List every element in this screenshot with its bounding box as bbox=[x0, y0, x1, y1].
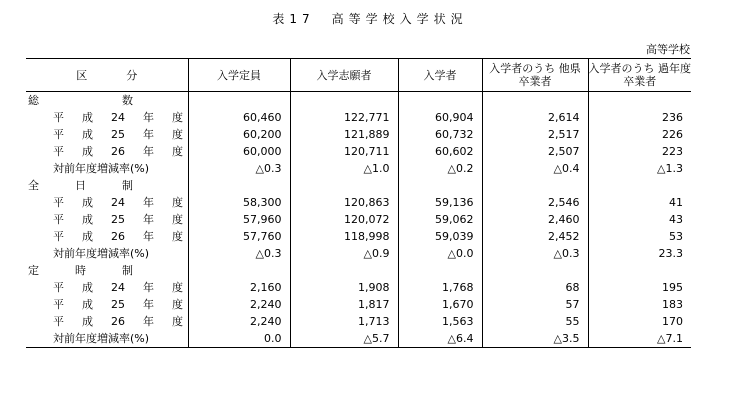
value-cell: △3.5 bbox=[482, 330, 588, 348]
empty-cell bbox=[398, 92, 482, 110]
label-char: 全 bbox=[28, 179, 39, 192]
table-row bbox=[26, 313, 691, 330]
row-label bbox=[26, 313, 188, 330]
label-char: 度 bbox=[172, 196, 183, 209]
table-row bbox=[26, 296, 691, 313]
value-cell: 1,908 bbox=[290, 279, 398, 296]
value-cell: 55 bbox=[482, 313, 588, 330]
value-cell: 118,998 bbox=[290, 228, 398, 245]
label-char: 定 bbox=[28, 264, 39, 277]
value-cell: 1,713 bbox=[290, 313, 398, 330]
empty-cell bbox=[482, 262, 588, 279]
row-label-chars bbox=[26, 212, 183, 227]
value-cell: 2,507 bbox=[482, 143, 588, 160]
value-cell: 2,614 bbox=[482, 109, 588, 126]
value-cell: 2,240 bbox=[188, 313, 290, 330]
label-char: 平 bbox=[53, 111, 64, 124]
label-char: 平 bbox=[53, 298, 64, 311]
row-label-chars bbox=[26, 110, 183, 125]
row-label-chars bbox=[26, 314, 183, 329]
label-char: 年 bbox=[143, 230, 154, 243]
section-label bbox=[26, 177, 188, 194]
row-label-chars bbox=[26, 127, 183, 142]
table-row bbox=[26, 279, 691, 296]
value-cell: 183 bbox=[588, 296, 691, 313]
section-header-row bbox=[26, 262, 691, 279]
value-cell: △0.3 bbox=[482, 245, 588, 262]
label-char: 度 bbox=[172, 315, 183, 328]
value-cell: 1,768 bbox=[398, 279, 482, 296]
value-cell: △5.7 bbox=[290, 330, 398, 348]
row-label bbox=[26, 143, 188, 160]
change-rate-label: 対前年度増減率(%) bbox=[53, 162, 150, 175]
row-label bbox=[26, 245, 188, 262]
value-cell: 1,670 bbox=[398, 296, 482, 313]
label-char: 年 bbox=[143, 128, 154, 141]
table-header-row bbox=[26, 59, 691, 92]
value-cell: 57,760 bbox=[188, 228, 290, 245]
label-char: 年 bbox=[143, 196, 154, 209]
table-row bbox=[26, 330, 691, 348]
row-label-chars bbox=[26, 144, 183, 159]
empty-cell bbox=[588, 92, 691, 110]
value-cell: 2,160 bbox=[188, 279, 290, 296]
value-cell: 53 bbox=[588, 228, 691, 245]
label-char: 26 bbox=[111, 145, 125, 158]
value-cell: △0.4 bbox=[482, 160, 588, 177]
header-past-graduates: 入学者のうち 過年度卒業者 bbox=[588, 59, 691, 92]
label-char: 26 bbox=[111, 315, 125, 328]
value-cell: 2,546 bbox=[482, 194, 588, 211]
label-char: 25 bbox=[111, 213, 125, 226]
label-char: 25 bbox=[111, 298, 125, 311]
label-char: 成 bbox=[82, 196, 93, 209]
label-char: 年 bbox=[143, 298, 154, 311]
empty-cell bbox=[188, 92, 290, 110]
section-label bbox=[26, 262, 188, 279]
row-label bbox=[26, 211, 188, 228]
label-char: 年 bbox=[143, 145, 154, 158]
row-label bbox=[26, 296, 188, 313]
empty-cell bbox=[290, 177, 398, 194]
label-char: 制 bbox=[122, 179, 133, 192]
value-cell: 68 bbox=[482, 279, 588, 296]
row-label bbox=[26, 109, 188, 126]
unit-label: 高等学校 bbox=[646, 43, 690, 56]
header-other-prefecture: 入学者のうち 他県 卒業者 bbox=[482, 59, 588, 92]
change-rate-label: 対前年度増減率(%) bbox=[53, 247, 150, 260]
header-enrolled: 入学者 bbox=[398, 59, 482, 92]
label-char: 度 bbox=[172, 128, 183, 141]
section-header-row bbox=[26, 177, 691, 194]
value-cell: 60,732 bbox=[398, 126, 482, 143]
table-row bbox=[26, 211, 691, 228]
header-applicants: 入学志願者 bbox=[290, 59, 398, 92]
label-char: 成 bbox=[82, 111, 93, 124]
empty-cell bbox=[398, 177, 482, 194]
row-label-chars bbox=[26, 178, 133, 193]
value-cell: 59,039 bbox=[398, 228, 482, 245]
value-cell: 0.0 bbox=[188, 330, 290, 348]
label-char: 平 bbox=[53, 213, 64, 226]
label-char: 成 bbox=[82, 230, 93, 243]
row-label-chars bbox=[26, 229, 183, 244]
value-cell: 120,711 bbox=[290, 143, 398, 160]
value-cell: △0.3 bbox=[188, 245, 290, 262]
row-label-chars bbox=[26, 263, 133, 278]
value-cell: 58,300 bbox=[188, 194, 290, 211]
label-char: 数 bbox=[122, 94, 133, 107]
value-cell: △1.0 bbox=[290, 160, 398, 177]
header-category: 区 分 bbox=[26, 59, 188, 92]
label-char: 度 bbox=[172, 298, 183, 311]
label-char: 平 bbox=[53, 128, 64, 141]
table-row bbox=[26, 194, 691, 211]
label-char: 年 bbox=[143, 111, 154, 124]
header-capacity: 入学定員 bbox=[188, 59, 290, 92]
row-label bbox=[26, 194, 188, 211]
table-row bbox=[26, 143, 691, 160]
label-char: 時 bbox=[75, 264, 86, 277]
value-cell: 41 bbox=[588, 194, 691, 211]
change-rate-label: 対前年度増減率(%) bbox=[53, 332, 150, 345]
value-cell: 60,460 bbox=[188, 109, 290, 126]
value-cell: △0.9 bbox=[290, 245, 398, 262]
admission-table bbox=[26, 58, 691, 348]
label-char: 度 bbox=[172, 281, 183, 294]
value-cell: 226 bbox=[588, 126, 691, 143]
row-label bbox=[26, 330, 188, 348]
label-char: 24 bbox=[111, 281, 125, 294]
section-label bbox=[26, 92, 188, 110]
row-label-chars bbox=[26, 93, 133, 108]
value-cell: 2,460 bbox=[482, 211, 588, 228]
row-label bbox=[26, 279, 188, 296]
label-char: 平 bbox=[53, 196, 64, 209]
row-label bbox=[26, 126, 188, 143]
value-cell: 60,602 bbox=[398, 143, 482, 160]
label-char: 総 bbox=[28, 94, 39, 107]
label-char: 25 bbox=[111, 128, 125, 141]
label-char: 成 bbox=[82, 315, 93, 328]
value-cell: △0.3 bbox=[188, 160, 290, 177]
label-char: 平 bbox=[53, 145, 64, 158]
row-label bbox=[26, 228, 188, 245]
value-cell: 121,889 bbox=[290, 126, 398, 143]
empty-cell bbox=[398, 262, 482, 279]
label-char: 度 bbox=[172, 230, 183, 243]
empty-cell bbox=[188, 262, 290, 279]
value-cell: 60,000 bbox=[188, 143, 290, 160]
label-char: 24 bbox=[111, 111, 125, 124]
row-label-chars bbox=[26, 280, 183, 295]
table-row bbox=[26, 126, 691, 143]
label-char: 成 bbox=[82, 298, 93, 311]
value-cell: 122,771 bbox=[290, 109, 398, 126]
empty-cell bbox=[290, 262, 398, 279]
label-char: 24 bbox=[111, 196, 125, 209]
label-char: 年 bbox=[143, 315, 154, 328]
value-cell: 2,240 bbox=[188, 296, 290, 313]
row-label-chars bbox=[26, 195, 183, 210]
value-cell: 59,136 bbox=[398, 194, 482, 211]
table-row bbox=[26, 109, 691, 126]
value-cell: 2,517 bbox=[482, 126, 588, 143]
table-row bbox=[26, 160, 691, 177]
value-cell: 223 bbox=[588, 143, 691, 160]
value-cell: 57,960 bbox=[188, 211, 290, 228]
label-char: 度 bbox=[172, 111, 183, 124]
empty-cell bbox=[482, 92, 588, 110]
label-char: 日 bbox=[75, 179, 86, 192]
value-cell: 236 bbox=[588, 109, 691, 126]
label-char: 度 bbox=[172, 213, 183, 226]
label-char: 成 bbox=[82, 128, 93, 141]
value-cell: 195 bbox=[588, 279, 691, 296]
value-cell: 120,072 bbox=[290, 211, 398, 228]
value-cell: △1.3 bbox=[588, 160, 691, 177]
empty-cell bbox=[588, 177, 691, 194]
empty-cell bbox=[188, 177, 290, 194]
label-char: 成 bbox=[82, 213, 93, 226]
table-row bbox=[26, 245, 691, 262]
label-char: 制 bbox=[122, 264, 133, 277]
value-cell: △0.2 bbox=[398, 160, 482, 177]
label-char: 平 bbox=[53, 315, 64, 328]
value-cell: 23.3 bbox=[588, 245, 691, 262]
value-cell: 2,452 bbox=[482, 228, 588, 245]
value-cell: 1,563 bbox=[398, 313, 482, 330]
label-char: 成 bbox=[82, 281, 93, 294]
label-char: 平 bbox=[53, 281, 64, 294]
value-cell: △7.1 bbox=[588, 330, 691, 348]
empty-cell bbox=[290, 92, 398, 110]
value-cell: 57 bbox=[482, 296, 588, 313]
section-header-row bbox=[26, 92, 691, 110]
value-cell: 120,863 bbox=[290, 194, 398, 211]
value-cell: 59,062 bbox=[398, 211, 482, 228]
label-char: 年 bbox=[143, 213, 154, 226]
page-title: 表17 高等学校入学状況 bbox=[272, 12, 468, 26]
value-cell: 60,200 bbox=[188, 126, 290, 143]
label-char: 成 bbox=[82, 145, 93, 158]
label-char: 26 bbox=[111, 230, 125, 243]
label-char: 年 bbox=[143, 281, 154, 294]
table-body bbox=[26, 92, 691, 348]
empty-cell bbox=[588, 262, 691, 279]
value-cell: 43 bbox=[588, 211, 691, 228]
value-cell: 60,904 bbox=[398, 109, 482, 126]
value-cell: 170 bbox=[588, 313, 691, 330]
value-cell: 1,817 bbox=[290, 296, 398, 313]
label-char: 度 bbox=[172, 145, 183, 158]
value-cell: △6.4 bbox=[398, 330, 482, 348]
label-char: 平 bbox=[53, 230, 64, 243]
empty-cell bbox=[482, 177, 588, 194]
value-cell: △0.0 bbox=[398, 245, 482, 262]
row-label-chars bbox=[26, 297, 183, 312]
table-row bbox=[26, 228, 691, 245]
row-label bbox=[26, 160, 188, 177]
